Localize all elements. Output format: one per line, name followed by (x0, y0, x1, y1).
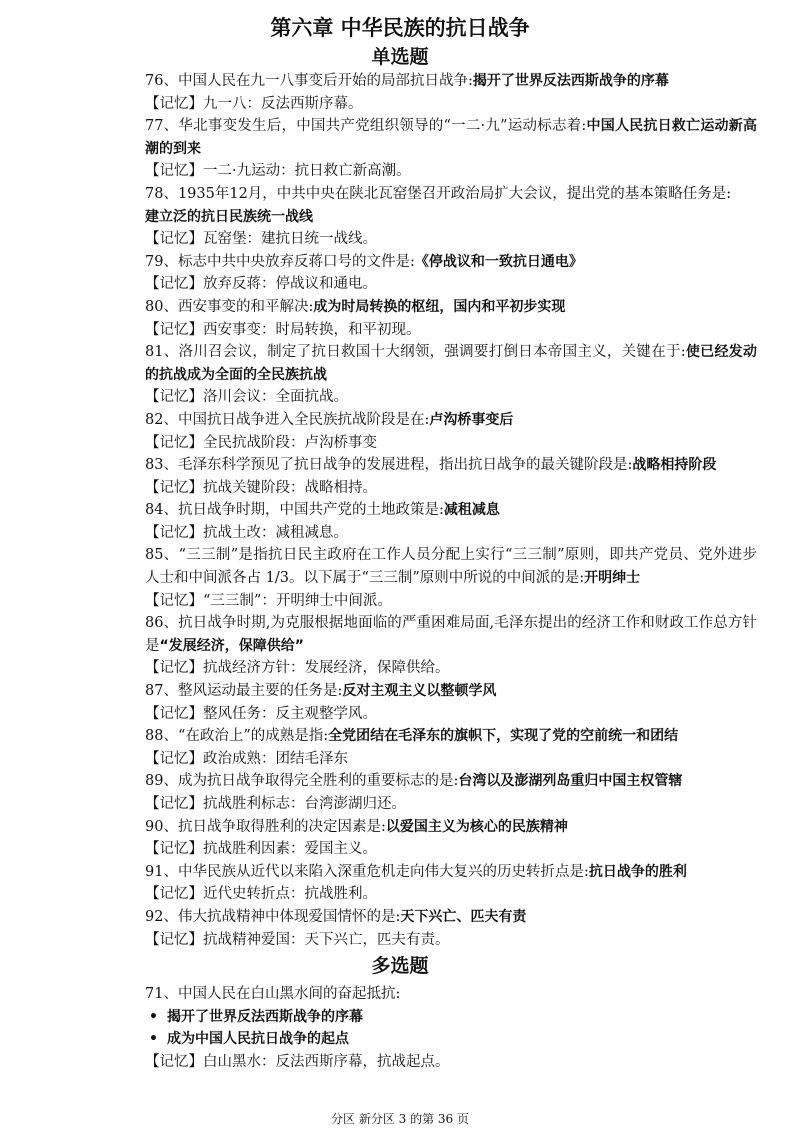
question-text: 88、“在政治上”的成熟是指: (145, 728, 329, 745)
question-text: 90、抗日战争取得胜利的决定因素是: (145, 818, 386, 835)
question-text: 79、标志中共中央放弃反蒋口号的文件是: (145, 253, 415, 270)
question-text: 77、华北事变发生后，中国共产党组织领导的“一二·九”运动标志着: (145, 118, 587, 135)
answer-text: 天下兴亡、匹夫有责 (400, 908, 527, 925)
question-item (145, 816, 757, 839)
question-item (145, 861, 757, 884)
memory-tip: 【记忆】抗战精神爱国：天下兴亡，匹夫有责。 (145, 931, 450, 948)
question-item (145, 612, 757, 657)
question-item (145, 409, 757, 432)
page-footer: 分区 新分区 3 的第 36 页 (331, 1112, 469, 1126)
memory-tip: 【记忆】一二·九运动：抗日救亡新高潮。 (145, 163, 411, 180)
question-item (145, 341, 757, 386)
memory-tip: 【记忆】整风任务：反主观整学风。 (145, 705, 377, 722)
section-single-heading: 单选题 (371, 46, 429, 68)
question-item (145, 499, 757, 522)
question-item (145, 296, 757, 319)
question-text: 71、中国人民在白山黑水间的奋起抵抗: (145, 986, 401, 1002)
memory-tip: 【记忆】抗战经济方针：发展经济，保障供给。 (145, 660, 450, 677)
memory-tip: 【记忆】抗战胜利标志：台湾澎湖归还。 (145, 796, 406, 812)
section-multi-heading: 多选题 (371, 955, 429, 977)
answer-text: 使已经发动的抗战成为全面的全民族抗战 (145, 344, 758, 383)
question-text: 83、毛泽东科学预见了抗日战争的发展进程，指出抗日战争的最关键阶段是: (145, 457, 633, 474)
question-item (145, 680, 757, 703)
answer-bullet (145, 1028, 757, 1051)
memory-tip: 【记忆】九一八：反法西斯序幕。 (145, 95, 363, 112)
question-text: 87、整风运动最主要的任务是: (145, 683, 343, 700)
question-item (145, 544, 757, 589)
question-item (145, 454, 757, 477)
memory-tip: 【记忆】瓦窑堡：建抗日统一战线。 (145, 231, 377, 248)
memory-tip: 【记忆】抗战关键阶段：战略相持。 (145, 479, 377, 496)
question-text: 80、西安事变的和平解决: (145, 298, 314, 315)
question-text: 81、洛川召会议，制定了抗日救国十大纲领，强调要打倒日本帝国主义，关键在于: (145, 344, 686, 361)
question-item (145, 183, 757, 228)
answer-text: 揭开了世界反法西斯战争的序幕 (472, 73, 669, 89)
answer-text: 反对主观主义以整顿学风 (342, 683, 497, 700)
question-text: 85、“三三制”是指抗日民主政府在工作人员分配上实行“三三制”原则，即共产党员、党外进步人士和中间派各占 1/3。以下属于“三三制”原则中所说的中间派的是: (145, 547, 757, 587)
answer-text: 全党团结在毛泽东的旗帜下，实现了党的空前统一和团结 (328, 728, 679, 745)
memory-tip: 【记忆】政治成熟：团结毛泽东 (145, 750, 348, 767)
bullet-icon: • (149, 1008, 158, 1025)
answer-text: 《停战议和一致抗日通电》 (414, 253, 583, 270)
question-text: 91、中华民族从近代以来陷入深重危机走向伟大复兴的历史转折点是: (145, 863, 589, 880)
question-item (145, 251, 757, 274)
memory-tip: 【记忆】白山黑水：反法西斯序幕，抗战起点。 (145, 1053, 450, 1070)
question-text: 92、伟大抗战精神中体现爱国情怀的是: (145, 908, 401, 925)
question-item (145, 725, 757, 748)
answer-bullet (145, 1006, 757, 1029)
memory-tip: 【记忆】近代史转折点：抗战胜利。 (145, 886, 377, 903)
memory-tip: 【记忆】抗战土改：减租减息。 (145, 524, 348, 541)
answer-text: 抗日战争的胜利 (588, 863, 687, 880)
answer-text: 揭开了世界反法西斯战争的序幕 (167, 1008, 363, 1025)
question-text: 84、抗日战争时期，中国共产党的土地政策是: (145, 502, 444, 519)
memory-tip: 【记忆】西安事变：时局转换，和平初现。 (145, 321, 421, 338)
question-text: 78、1935年12月，中共中央在陕北瓦窑堡召开政治局扩大会议，提出党的基本策略任务是: (145, 185, 732, 202)
answer-text: “发展经济，保障供给” (159, 637, 304, 654)
question-item (145, 770, 757, 793)
answer-text: 卢沟桥事变后 (429, 411, 514, 428)
question-text: 82、中国抗日战争进入全民族抗战阶段是在: (145, 411, 430, 428)
answer-text: 建立泛的抗日民族统一战线 (145, 208, 313, 225)
bullet-icon: • (149, 1031, 158, 1048)
answer-text: 以爱国主义为核心的民族精神 (385, 818, 568, 835)
question-item (145, 70, 757, 93)
question-item (145, 906, 757, 929)
question-text: 89、成为抗日战争取得完全胜利的重要标志的是: (145, 773, 459, 790)
answer-text: 开明绅士 (584, 570, 641, 587)
question-text: 86、抗日战争时期,为克服根据地面临的严重困难局面,毛泽东提出的经济工作和财政工作总方针是 (145, 615, 757, 654)
memory-tip: 【记忆】全民抗战阶段：卢沟桥事变 (145, 434, 377, 451)
memory-tip: 【记忆】洛川会议：全面抗战。 (145, 389, 348, 406)
question-text: 76、中国人民在九一八事变后开始的局部抗日战争: (145, 73, 473, 89)
memory-tip: 【记忆】放弃反蒋：停战议和通电。 (145, 276, 377, 293)
answer-text: 成为中国人民抗日战争的起点 (167, 1031, 349, 1048)
chapter-title: 第六章 中华民族的抗日战争 (270, 16, 530, 40)
answer-text: 中国人民抗日救亡运动新高潮的到来 (145, 118, 757, 157)
memory-tip: 【记忆】“三三制”：开明绅士中间派。 (145, 592, 392, 609)
memory-tip: 【记忆】抗战胜利因素：爱国主义。 (145, 841, 377, 858)
question-item (145, 115, 757, 160)
answer-text: 台湾以及澎湖列岛重归中国主权管辖 (458, 773, 683, 790)
answer-text: 成为时局转换的枢纽，国内和平初步实现 (313, 298, 566, 315)
multi-choice-list (145, 983, 757, 1073)
answer-text: 战略相持阶段 (632, 457, 717, 474)
answer-text: 减租减息 (443, 502, 500, 519)
single-choice-list (145, 70, 757, 951)
